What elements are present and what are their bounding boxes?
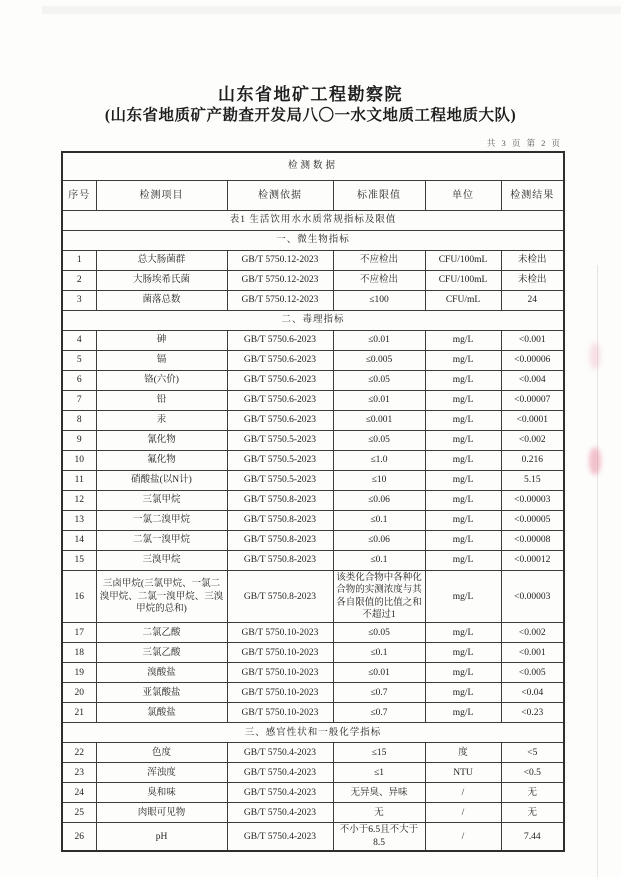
table-row [62, 411, 564, 431]
cell-result: <0.00003 [501, 491, 564, 511]
cell-item: 铬(六价) [96, 371, 227, 391]
table-row [62, 643, 564, 663]
cell-item: 臭和味 [96, 783, 227, 803]
cell-result: <0.5 [501, 763, 564, 783]
section-heading: 三、感官性状和一般化学指标 [62, 723, 564, 743]
cell-no: 22 [62, 743, 96, 763]
column-header: 检测项目 [96, 181, 227, 211]
table-row [62, 271, 564, 291]
cell-unit: / [425, 823, 501, 851]
cell-item: 亚氯酸盐 [96, 683, 227, 703]
cell-no: 21 [62, 703, 96, 723]
cell-result: 24 [501, 291, 564, 311]
cell-no: 25 [62, 803, 96, 823]
cell-unit: mg/L [425, 351, 501, 371]
cell-unit: mg/L [425, 451, 501, 471]
cell-item: 氰化物 [96, 431, 227, 451]
table-title-row [62, 152, 564, 181]
cell-no: 20 [62, 683, 96, 703]
cell-limit: 不应检出 [333, 251, 425, 271]
cell-item: 肉眼可见物 [96, 803, 227, 823]
table-row [62, 331, 564, 351]
table-caption: 表1 生活饮用水水质常规指标及限值 [62, 211, 564, 231]
table-row [62, 683, 564, 703]
cell-no: 16 [62, 571, 96, 623]
cell-result: <0.00007 [501, 391, 564, 411]
cell-no: 10 [62, 451, 96, 471]
cell-method: GB/T 5750.5-2023 [227, 471, 333, 491]
section-heading-row [62, 231, 564, 251]
cell-item: 溴酸盐 [96, 663, 227, 683]
cell-no: 1 [62, 251, 96, 271]
cell-limit: ≤0.7 [333, 683, 425, 703]
cell-item: 三卤甲烷(三氯甲烷、一氯二溴甲烷、二氯一溴甲烷、三溴甲烷的总和) [96, 571, 227, 623]
table-row [62, 431, 564, 451]
cell-unit: mg/L [425, 491, 501, 511]
cell-unit: mg/L [425, 331, 501, 351]
cell-method: GB/T 5750.4-2023 [227, 823, 333, 851]
cell-no: 2 [62, 271, 96, 291]
cell-no: 23 [62, 763, 96, 783]
column-header-row [62, 181, 564, 211]
cell-unit: mg/L [425, 411, 501, 431]
cell-no: 5 [62, 351, 96, 371]
cell-method: GB/T 5750.8-2023 [227, 531, 333, 551]
cell-unit: mg/L [425, 371, 501, 391]
cell-result: <0.00005 [501, 511, 564, 531]
cell-result: <0.002 [501, 623, 564, 643]
cell-limit: ≤1 [333, 763, 425, 783]
cell-limit: ≤0.1 [333, 511, 425, 531]
cell-limit: ≤100 [333, 291, 425, 311]
cell-item: 三溴甲烷 [96, 551, 227, 571]
cell-item: 大肠埃希氏菌 [96, 271, 227, 291]
cell-item: 浑浊度 [96, 763, 227, 783]
cell-unit: mg/L [425, 623, 501, 643]
cell-no: 26 [62, 823, 96, 851]
table-row [62, 551, 564, 571]
red-stamp-smudge [590, 342, 600, 370]
cell-unit: mg/L [425, 683, 501, 703]
page-marker: 共 3 页 第 2 页 [486, 138, 562, 148]
cell-result: 5.15 [501, 471, 564, 491]
cell-no: 8 [62, 411, 96, 431]
cell-limit: 无 [333, 803, 425, 823]
cell-limit: ≤1.0 [333, 451, 425, 471]
cell-unit: mg/L [425, 531, 501, 551]
table-row [62, 803, 564, 823]
cell-unit: CFU/100mL [425, 271, 501, 291]
cell-result: <0.005 [501, 663, 564, 683]
cell-method: GB/T 5750.6-2023 [227, 391, 333, 411]
cell-limit: ≤0.06 [333, 491, 425, 511]
cell-limit: ≤0.7 [333, 703, 425, 723]
cell-result: <0.001 [501, 643, 564, 663]
cell-limit: 不应检出 [333, 271, 425, 291]
cell-method: GB/T 5750.8-2023 [227, 551, 333, 571]
cell-limit: ≤0.06 [333, 531, 425, 551]
cell-unit: mg/L [425, 431, 501, 451]
cell-limit: ≤0.1 [333, 643, 425, 663]
column-header: 单位 [425, 181, 501, 211]
table-title: 检测数据 [62, 152, 564, 181]
red-stamp-smudge [589, 447, 601, 475]
cell-method: GB/T 5750.4-2023 [227, 763, 333, 783]
cell-unit: mg/L [425, 471, 501, 491]
cell-unit: mg/L [425, 551, 501, 571]
cell-limit: ≤0.005 [333, 351, 425, 371]
cell-item: 三氯乙酸 [96, 643, 227, 663]
cell-item: 菌落总数 [96, 291, 227, 311]
cell-item: 三氯甲烷 [96, 491, 227, 511]
cell-limit: ≤0.01 [333, 391, 425, 411]
cell-method: GB/T 5750.6-2023 [227, 371, 333, 391]
cell-result: <0.04 [501, 683, 564, 703]
cell-item: 二氯一溴甲烷 [96, 531, 227, 551]
cell-method: GB/T 5750.4-2023 [227, 783, 333, 803]
cell-unit: mg/L [425, 663, 501, 683]
cell-no: 9 [62, 431, 96, 451]
cell-result: <0.0001 [501, 411, 564, 431]
table-row [62, 531, 564, 551]
column-header: 序号 [62, 181, 96, 211]
cell-method: GB/T 5750.4-2023 [227, 803, 333, 823]
cell-no: 18 [62, 643, 96, 663]
cell-method: GB/T 5750.12-2023 [227, 291, 333, 311]
cell-limit: ≤10 [333, 471, 425, 491]
table-row [62, 251, 564, 271]
cell-result: 未检出 [501, 251, 564, 271]
cell-no: 6 [62, 371, 96, 391]
cell-no: 12 [62, 491, 96, 511]
cell-method: GB/T 5750.10-2023 [227, 683, 333, 703]
cell-item: 二氯乙酸 [96, 623, 227, 643]
cell-no: 15 [62, 551, 96, 571]
cell-no: 7 [62, 391, 96, 411]
cell-method: GB/T 5750.10-2023 [227, 663, 333, 683]
table-row [62, 511, 564, 531]
cell-method: GB/T 5750.12-2023 [227, 271, 333, 291]
table-row [62, 351, 564, 371]
cell-method: GB/T 5750.8-2023 [227, 571, 333, 623]
cell-result: <0.00003 [501, 571, 564, 623]
column-header: 检测结果 [501, 181, 564, 211]
cell-item: 硝酸盐(以N计) [96, 471, 227, 491]
cell-unit: CFU/100mL [425, 251, 501, 271]
cell-limit: 该类化合物中各种化合物的实测浓度与其各自限值的比值之和不超过1 [333, 571, 425, 623]
cell-limit: ≤0.01 [333, 331, 425, 351]
cell-method: GB/T 5750.8-2023 [227, 511, 333, 531]
cell-item: 氟化物 [96, 451, 227, 471]
section-heading: 一、微生物指标 [62, 231, 564, 251]
cell-item: 汞 [96, 411, 227, 431]
cell-result: <5 [501, 743, 564, 763]
table-row [62, 823, 564, 851]
cell-result: 无 [501, 783, 564, 803]
table-row [62, 783, 564, 803]
cell-no: 19 [62, 663, 96, 683]
cell-unit: / [425, 803, 501, 823]
cell-no: 4 [62, 331, 96, 351]
section-heading-row [62, 723, 564, 743]
table-row [62, 571, 564, 623]
cell-limit: ≤0.05 [333, 371, 425, 391]
institute-title: 山东省地矿工程勘察院 [218, 85, 403, 104]
table-row [62, 703, 564, 723]
cell-method: GB/T 5750.10-2023 [227, 623, 333, 643]
cell-result: <0.002 [501, 431, 564, 451]
table-row [62, 663, 564, 683]
cell-result: <0.00008 [501, 531, 564, 551]
cell-item: 砷 [96, 331, 227, 351]
cell-item: 氯酸盐 [96, 703, 227, 723]
cell-unit: mg/L [425, 391, 501, 411]
table-row [62, 391, 564, 411]
institute-subtitle: (山东省地质矿产勘查开发局八〇一水文地质工程地质大队) [104, 107, 517, 124]
column-header: 检测依据 [227, 181, 333, 211]
table-row [62, 451, 564, 471]
cell-result: 未检出 [501, 271, 564, 291]
cell-unit: 度 [425, 743, 501, 763]
cell-limit: 不小于6.5且不大于8.5 [333, 823, 425, 851]
cell-limit: ≤0.01 [333, 663, 425, 683]
cell-result: 7.44 [501, 823, 564, 851]
scan-artifact-top [42, 6, 621, 14]
cell-method: GB/T 5750.6-2023 [227, 411, 333, 431]
cell-method: GB/T 5750.5-2023 [227, 451, 333, 471]
cell-result: <0.004 [501, 371, 564, 391]
cell-item: 铅 [96, 391, 227, 411]
cell-method: GB/T 5750.12-2023 [227, 251, 333, 271]
cell-limit: ≤0.1 [333, 551, 425, 571]
cell-result: <0.001 [501, 331, 564, 351]
cell-limit: ≤0.05 [333, 431, 425, 451]
table-row [62, 623, 564, 643]
cell-no: 3 [62, 291, 96, 311]
cell-method: GB/T 5750.10-2023 [227, 643, 333, 663]
cell-result: <0.00006 [501, 351, 564, 371]
cell-item: 总大肠菌群 [96, 251, 227, 271]
table-row [62, 471, 564, 491]
cell-limit: ≤0.05 [333, 623, 425, 643]
column-header: 标准限值 [333, 181, 425, 211]
cell-result: <0.00012 [501, 551, 564, 571]
cell-method: GB/T 5750.6-2023 [227, 331, 333, 351]
cell-method: GB/T 5750.6-2023 [227, 351, 333, 371]
table-row [62, 763, 564, 783]
cell-item: 镉 [96, 351, 227, 371]
cell-result: 0.216 [501, 451, 564, 471]
section-heading: 二、毒理指标 [62, 311, 564, 331]
cell-limit: ≤15 [333, 743, 425, 763]
cell-method: GB/T 5750.5-2023 [227, 431, 333, 451]
cell-unit: mg/L [425, 703, 501, 723]
cell-method: GB/T 5750.4-2023 [227, 743, 333, 763]
test-data-table [61, 151, 565, 852]
cell-item: pH [96, 823, 227, 851]
cell-no: 11 [62, 471, 96, 491]
cell-method: GB/T 5750.10-2023 [227, 703, 333, 723]
cell-unit: CFU/mL [425, 291, 501, 311]
cell-item: 色度 [96, 743, 227, 763]
cell-limit: ≤0.001 [333, 411, 425, 431]
cell-unit: NTU [425, 763, 501, 783]
cell-no: 13 [62, 511, 96, 531]
table-caption-row [62, 211, 564, 231]
cell-no: 24 [62, 783, 96, 803]
table-row [62, 743, 564, 763]
cell-limit: 无异臭、异味 [333, 783, 425, 803]
cell-result: 无 [501, 803, 564, 823]
cell-no: 14 [62, 531, 96, 551]
cell-unit: mg/L [425, 643, 501, 663]
cell-no: 17 [62, 623, 96, 643]
cell-method: GB/T 5750.8-2023 [227, 491, 333, 511]
cell-unit: / [425, 783, 501, 803]
section-heading-row [62, 311, 564, 331]
cell-unit: mg/L [425, 571, 501, 623]
cell-item: 一氯二溴甲烷 [96, 511, 227, 531]
cell-unit: mg/L [425, 511, 501, 531]
cell-result: <0.23 [501, 703, 564, 723]
table-row [62, 491, 564, 511]
table-row [62, 371, 564, 391]
table-row [62, 291, 564, 311]
